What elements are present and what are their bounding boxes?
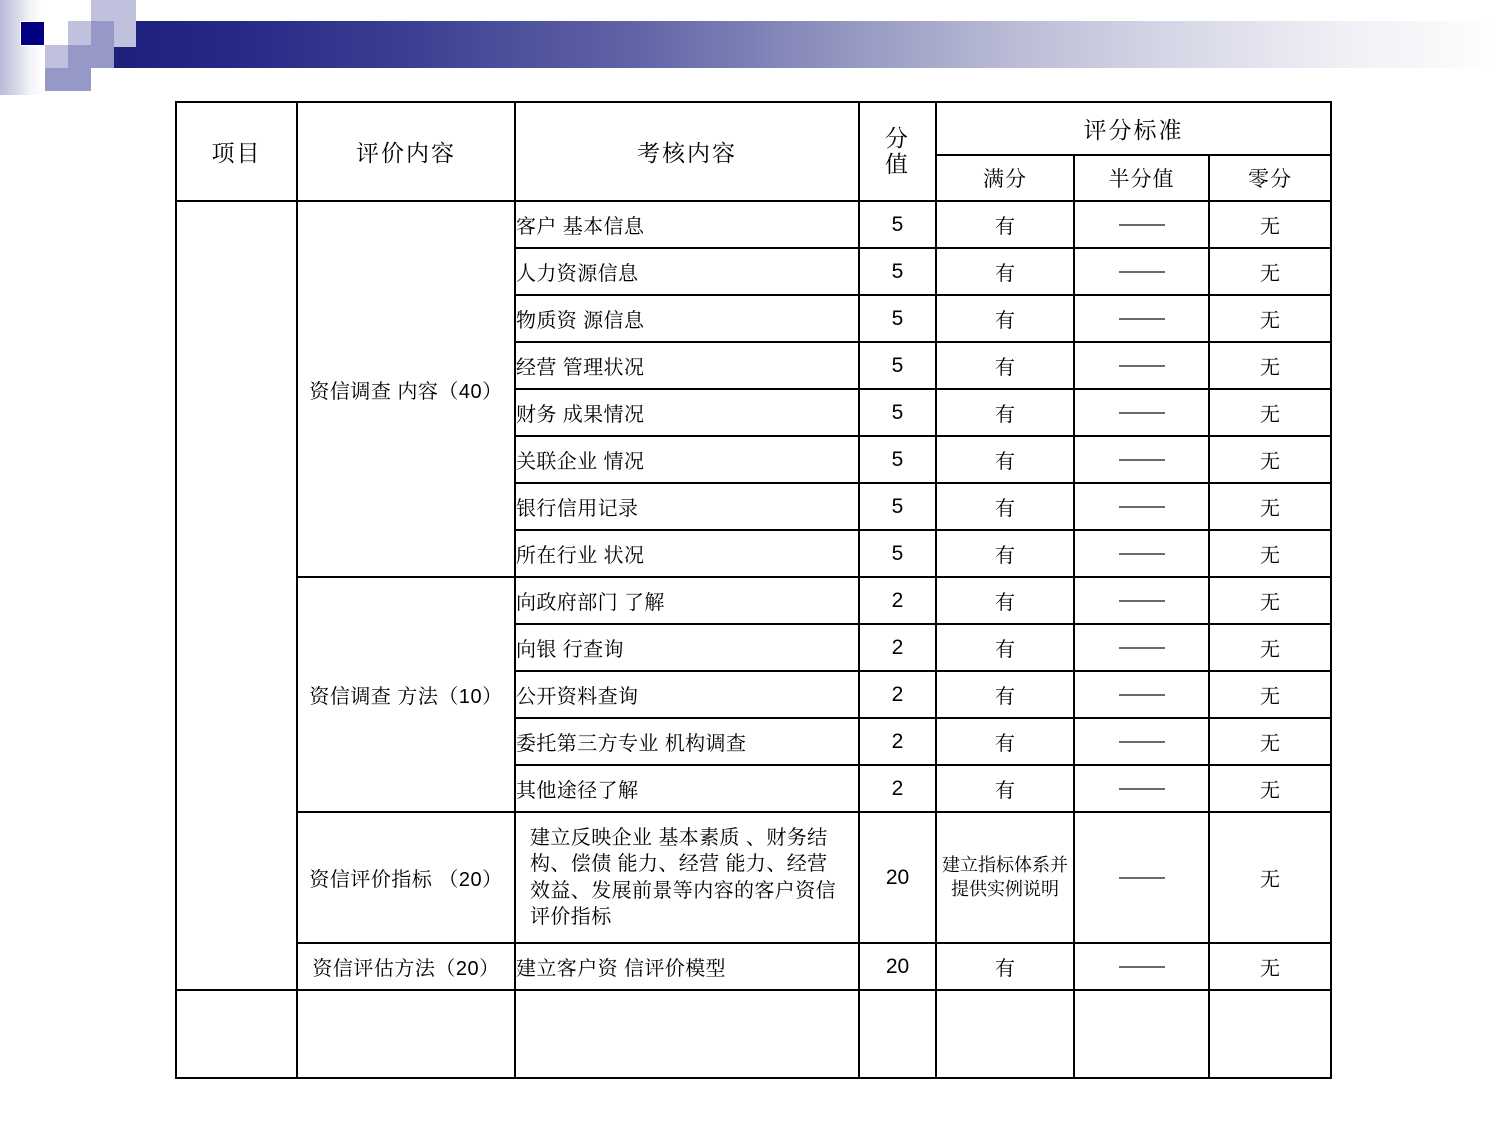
cell-full-score: 有 xyxy=(936,389,1074,436)
cell-zero-score: 无 xyxy=(1209,530,1331,577)
cell-half-score xyxy=(1074,342,1209,389)
cell-score: 20 xyxy=(859,812,936,943)
cell-item-empty xyxy=(176,990,297,1078)
cell-half-score xyxy=(1074,943,1209,990)
cell-score: 5 xyxy=(859,295,936,342)
cell-half-score-empty xyxy=(1074,990,1209,1078)
dash-icon xyxy=(1119,506,1165,508)
dash-icon xyxy=(1119,788,1165,790)
cell-assess-content: 关联企业 情况 xyxy=(515,436,859,483)
column-header-assess-content: 考核内容 xyxy=(515,102,859,201)
cell-assess-content: 所在行业 状况 xyxy=(515,530,859,577)
column-header-score-line2: 值 xyxy=(885,150,910,177)
cell-assess-content: 物质资 源信息 xyxy=(515,295,859,342)
cell-full-score: 有 xyxy=(936,342,1074,389)
table-row-empty xyxy=(176,990,1331,1078)
cell-full-score-empty xyxy=(936,990,1074,1078)
cell-full-score: 有 xyxy=(936,671,1074,718)
cell-assess-content: 人力资源信息 xyxy=(515,248,859,295)
cell-assess-content: 建立反映企业 基本素质 、财务结构、偿债 能力、经营 能力、经营效益、发展前景等内容的客户资信评价指标 xyxy=(515,812,859,943)
cell-zero-score: 无 xyxy=(1209,718,1331,765)
cell-zero-score: 无 xyxy=(1209,483,1331,530)
dash-icon xyxy=(1119,271,1165,273)
column-header-score xyxy=(859,102,936,201)
dash-icon xyxy=(1119,459,1165,461)
cell-score: 5 xyxy=(859,436,936,483)
deco-square-mid-lower xyxy=(68,45,91,91)
cell-half-score xyxy=(1074,671,1209,718)
cell-score: 2 xyxy=(859,624,936,671)
cell-assess-content: 其他途径了解 xyxy=(515,765,859,812)
credit-assessment-scoring-table xyxy=(175,101,1332,1079)
cell-full-score: 有 xyxy=(936,943,1074,990)
gradient-bar xyxy=(100,21,1500,68)
cell-score: 5 xyxy=(859,389,936,436)
cell-assess-content: 银行信用记录 xyxy=(515,483,859,530)
table-body xyxy=(176,201,1331,1078)
decorative-header-band xyxy=(0,0,1500,96)
cell-half-score xyxy=(1074,577,1209,624)
column-header-zero-score: 零分 xyxy=(1209,155,1331,201)
cell-assess-content: 向政府部门 了解 xyxy=(515,577,859,624)
header-row-primary xyxy=(176,102,1331,155)
cell-full-score: 有 xyxy=(936,718,1074,765)
deco-square-mid-bottom xyxy=(45,68,68,91)
cell-zero-score: 无 xyxy=(1209,295,1331,342)
column-header-half-score: 半分值 xyxy=(1074,155,1209,201)
column-header-full-score: 满分 xyxy=(936,155,1074,201)
cell-score: 2 xyxy=(859,577,936,624)
cell-eval-group-1: 资信调查 内容（40） xyxy=(297,201,515,577)
cell-zero-score: 无 xyxy=(1209,624,1331,671)
dash-icon xyxy=(1119,224,1165,226)
dash-icon xyxy=(1119,600,1165,602)
cell-full-score: 有 xyxy=(936,436,1074,483)
cell-zero-score-empty xyxy=(1209,990,1331,1078)
cell-zero-score: 无 xyxy=(1209,671,1331,718)
cell-score: 2 xyxy=(859,671,936,718)
table-row xyxy=(176,812,1331,943)
deco-square-navy-accent xyxy=(20,21,45,46)
dash-icon xyxy=(1119,412,1165,414)
cell-zero-score: 无 xyxy=(1209,765,1331,812)
column-header-item: 项目 xyxy=(176,102,297,201)
cell-score: 5 xyxy=(859,530,936,577)
column-header-criteria: 评分标准 xyxy=(936,102,1331,155)
cell-score: 5 xyxy=(859,342,936,389)
cell-half-score xyxy=(1074,624,1209,671)
cell-zero-score: 无 xyxy=(1209,201,1331,248)
cell-half-score xyxy=(1074,248,1209,295)
dash-icon xyxy=(1119,966,1165,968)
cell-score: 2 xyxy=(859,765,936,812)
cell-score: 20 xyxy=(859,943,936,990)
cell-zero-score: 无 xyxy=(1209,436,1331,483)
cell-half-score xyxy=(1074,436,1209,483)
column-header-score-line1: 分 xyxy=(885,124,910,151)
dash-icon xyxy=(1119,694,1165,696)
cell-eval-group-4: 资信评估方法（20） xyxy=(297,943,515,990)
dash-icon xyxy=(1119,318,1165,320)
dash-icon xyxy=(1119,647,1165,649)
cell-zero-score: 无 xyxy=(1209,577,1331,624)
cell-assess-content: 公开资料查询 xyxy=(515,671,859,718)
cell-full-score: 有 xyxy=(936,295,1074,342)
cell-zero-score: 无 xyxy=(1209,389,1331,436)
cell-assess-content: 客户 基本信息 xyxy=(515,201,859,248)
dash-icon xyxy=(1119,365,1165,367)
cell-full-score: 有 xyxy=(936,624,1074,671)
cell-eval-group-3: 资信评价指标 （20） xyxy=(297,812,515,943)
cell-half-score xyxy=(1074,765,1209,812)
cell-half-score xyxy=(1074,812,1209,943)
table-head xyxy=(176,102,1331,201)
cell-score-empty xyxy=(859,990,936,1078)
table-row xyxy=(176,201,1331,248)
cell-full-score: 有 xyxy=(936,577,1074,624)
cell-half-score xyxy=(1074,483,1209,530)
cell-full-score: 有 xyxy=(936,530,1074,577)
cell-full-score: 有 xyxy=(936,765,1074,812)
cell-item xyxy=(176,201,297,990)
cell-assess-content: 建立客户资 信评价模型 xyxy=(515,943,859,990)
cell-score: 5 xyxy=(859,483,936,530)
cell-half-score xyxy=(1074,389,1209,436)
cell-zero-score: 无 xyxy=(1209,812,1331,943)
dash-icon xyxy=(1119,553,1165,555)
cell-half-score xyxy=(1074,718,1209,765)
cell-full-score: 有 xyxy=(936,248,1074,295)
left-fade-strip xyxy=(0,0,42,95)
cell-assess-content-empty xyxy=(515,990,859,1078)
cell-half-score xyxy=(1074,295,1209,342)
cell-full-score: 建立指标体系并提供实例说明 xyxy=(936,812,1074,943)
cell-zero-score: 无 xyxy=(1209,342,1331,389)
cell-eval-content-empty xyxy=(297,990,515,1078)
scoring-table-container xyxy=(175,101,1330,1079)
dash-icon xyxy=(1119,877,1165,879)
cell-score: 2 xyxy=(859,718,936,765)
column-header-eval-content: 评价内容 xyxy=(297,102,515,201)
cell-score: 5 xyxy=(859,248,936,295)
cell-score: 5 xyxy=(859,201,936,248)
table-row xyxy=(176,943,1331,990)
table-row xyxy=(176,577,1331,624)
cell-full-score: 有 xyxy=(936,201,1074,248)
cell-zero-score: 无 xyxy=(1209,248,1331,295)
cell-half-score xyxy=(1074,201,1209,248)
cell-full-score: 有 xyxy=(936,483,1074,530)
cell-assess-content: 向银 行查询 xyxy=(515,624,859,671)
cell-assess-content: 经营 管理状况 xyxy=(515,342,859,389)
cell-assess-content: 委托第三方专业 机构调查 xyxy=(515,718,859,765)
cell-zero-score: 无 xyxy=(1209,943,1331,990)
dash-icon xyxy=(1119,741,1165,743)
cell-assess-content: 财务 成果情况 xyxy=(515,389,859,436)
cell-half-score xyxy=(1074,530,1209,577)
cell-eval-group-2: 资信调查 方法（10） xyxy=(297,577,515,812)
